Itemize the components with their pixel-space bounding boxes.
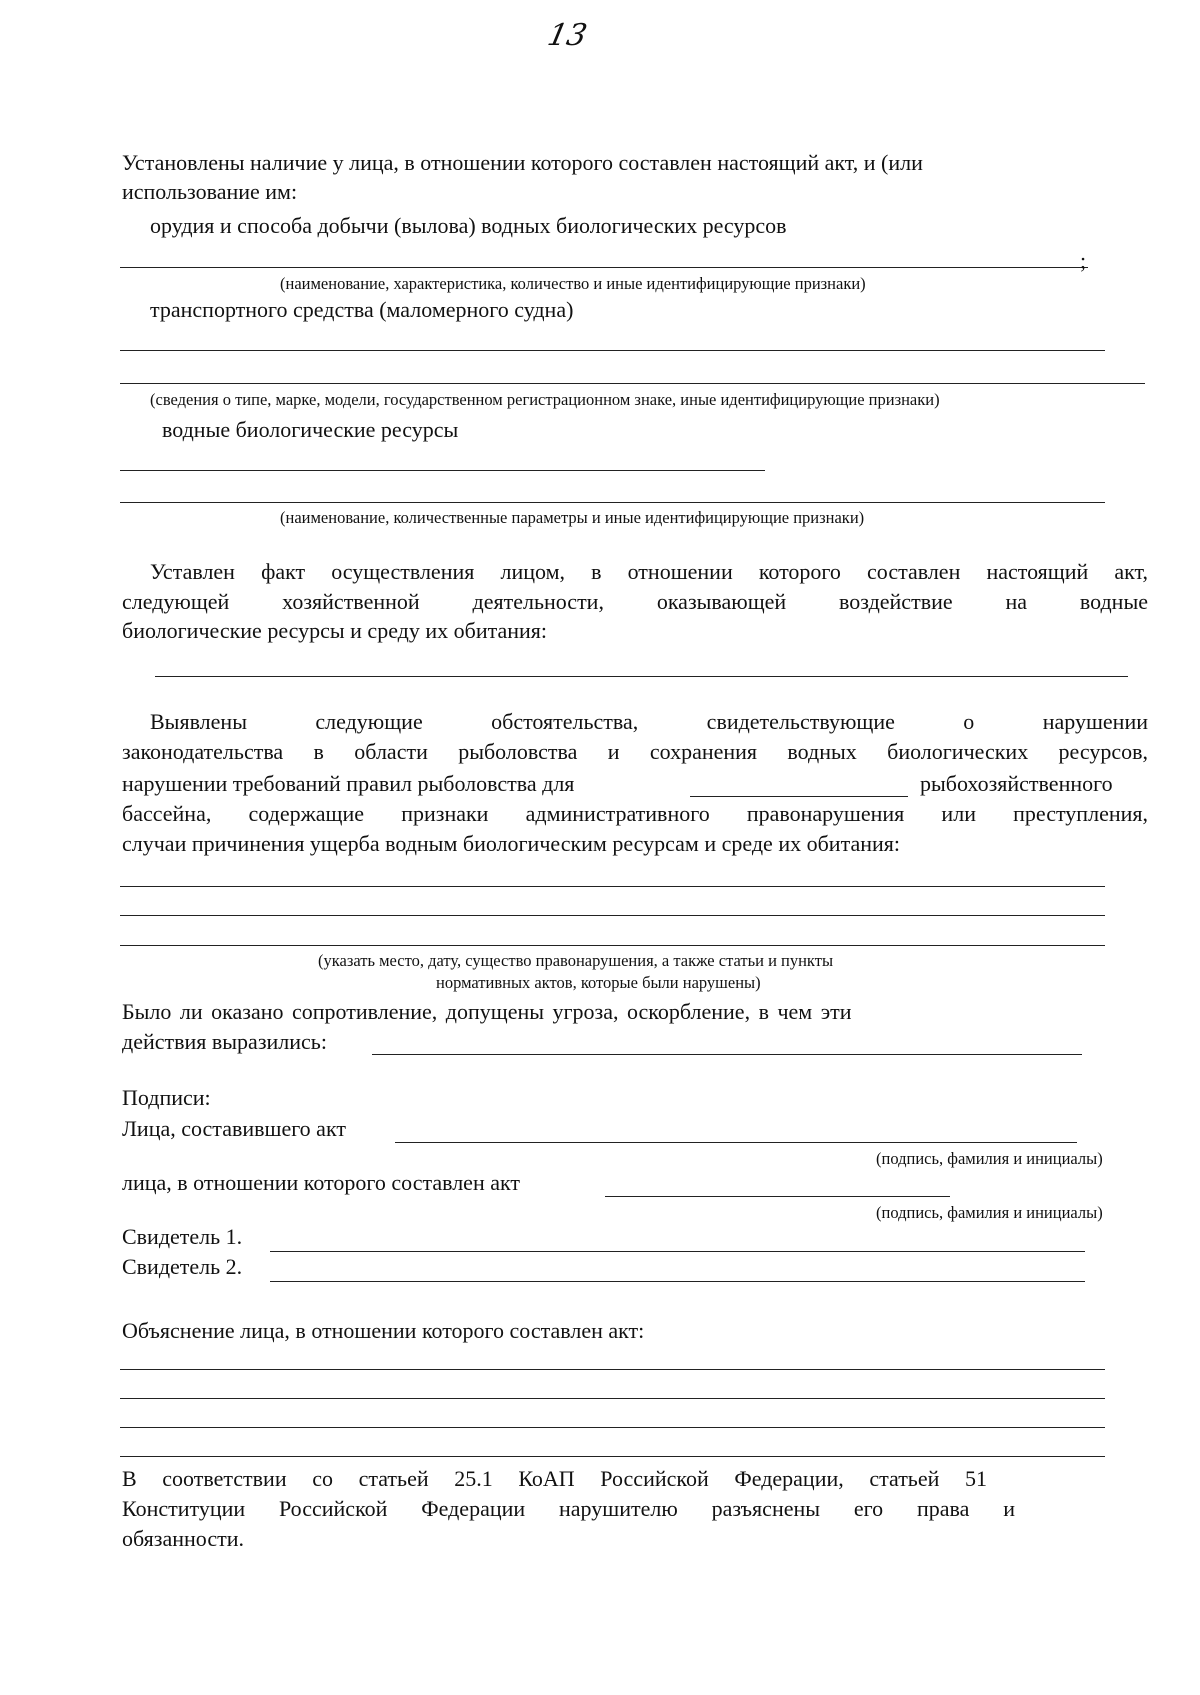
possession-intro-line2: использование им:	[122, 179, 298, 204]
violations-line5: случаи причинения ущерба водным биологическим ресурсам и среде их обитания:	[122, 831, 900, 856]
page-number: 13	[544, 18, 591, 53]
explanation-line-4[interactable]	[120, 1456, 1105, 1457]
violations-line4: бассейна, содержащие признаки административного правонарушения или преступления,	[122, 801, 1148, 826]
vehicle-field-line-2[interactable]	[120, 383, 1145, 384]
vehicle-field-line-1[interactable]	[120, 350, 1105, 351]
activity-line1: Уставлен факт осуществления лицом, в отношении которого составлен настоящий акт,	[150, 559, 1148, 584]
violations-field-line-3[interactable]	[120, 945, 1105, 946]
violations-line3-after: рыбохозяйственного	[920, 771, 1113, 796]
violations-field-line-2[interactable]	[120, 915, 1105, 916]
vehicle-caption: (сведения о типе, марке, модели, государственном регистрационном знаке, иные идентифицирующие признаки)	[150, 390, 940, 409]
resources-caption: (наименование, количественные параметры и иные идентифицирующие признаки)	[280, 508, 865, 527]
subject-caption: (подпись, фамилия и инициалы)	[876, 1203, 1103, 1222]
activity-field-line[interactable]	[155, 676, 1128, 677]
author-label: Лица, составившего акт	[122, 1116, 346, 1141]
resources-label: водные биологические ресурсы	[162, 417, 459, 442]
rights-notice-line2: Конституции Российской Федерации нарушителю разъяснены его права и	[122, 1496, 1015, 1521]
witness2-label: Свидетель 2.	[122, 1254, 243, 1279]
witness2-line[interactable]	[270, 1281, 1085, 1282]
vehicle-label: транспортного средства (маломерного судна)	[150, 297, 574, 322]
resources-field-line-2[interactable]	[120, 502, 1105, 503]
subject-signature-line[interactable]	[605, 1196, 950, 1197]
tools-caption: (наименование, характеристика, количество и иные идентифицирующие признаки)	[280, 274, 866, 293]
basin-field-line[interactable]	[690, 796, 908, 797]
tools-label: орудия и способа добычи (вылова) водных биологических ресурсов	[150, 213, 787, 238]
resources-field-line-1[interactable]	[120, 470, 765, 471]
rights-notice-line1: В соответствии со статьей 25.1 КоАП Российской Федерации, статьей 51	[122, 1466, 987, 1491]
possession-intro-line1: Установлены наличие у лица, в отношении которого составлен настоящий акт, и (или	[122, 150, 923, 175]
violations-line2: законодательства в области рыболовства и сохранения водных биологических ресурсов,	[122, 739, 1148, 764]
signatures-heading: Подписи:	[122, 1085, 211, 1110]
witness1-label: Свидетель 1.	[122, 1224, 243, 1249]
violations-caption-line1: (указать место, дату, существо правонарушения, а также статьи и пункты	[318, 951, 834, 970]
violations-field-line-1[interactable]	[120, 886, 1105, 887]
author-caption: (подпись, фамилия и инициалы)	[876, 1149, 1103, 1168]
activity-line3: биологические ресурсы и среду их обитания:	[122, 618, 548, 643]
explanation-line-2[interactable]	[120, 1398, 1105, 1399]
violations-line1: Выявлены следующие обстоятельства, свидетельствующие о нарушении	[150, 709, 1148, 734]
resistance-field-line[interactable]	[372, 1054, 1082, 1055]
violations-caption-line2: нормативных актов, которые были нарушены)	[436, 973, 761, 992]
tools-semicolon: ;	[1080, 248, 1087, 273]
violations-line3-before: нарушении требований правил рыболовства для	[122, 771, 575, 796]
explanation-line-3[interactable]	[120, 1427, 1105, 1428]
subject-label: лица, в отношении которого составлен акт	[122, 1170, 520, 1195]
witness1-line[interactable]	[270, 1251, 1085, 1252]
activity-line2: следующей хозяйственной деятельности, оказывающей воздействие на водные	[122, 589, 1148, 614]
tools-field-line[interactable]	[120, 267, 1088, 268]
resistance-line1: Было ли оказано сопротивление, допущены угроза, оскорбление, в чем эти	[122, 999, 852, 1024]
author-signature-line[interactable]	[395, 1142, 1077, 1143]
rights-notice-line3: обязанности.	[122, 1526, 244, 1551]
explanation-label: Объяснение лица, в отношении которого составлен акт:	[122, 1318, 645, 1343]
explanation-line-1[interactable]	[120, 1369, 1105, 1370]
resistance-line2: действия выразились:	[122, 1029, 327, 1054]
